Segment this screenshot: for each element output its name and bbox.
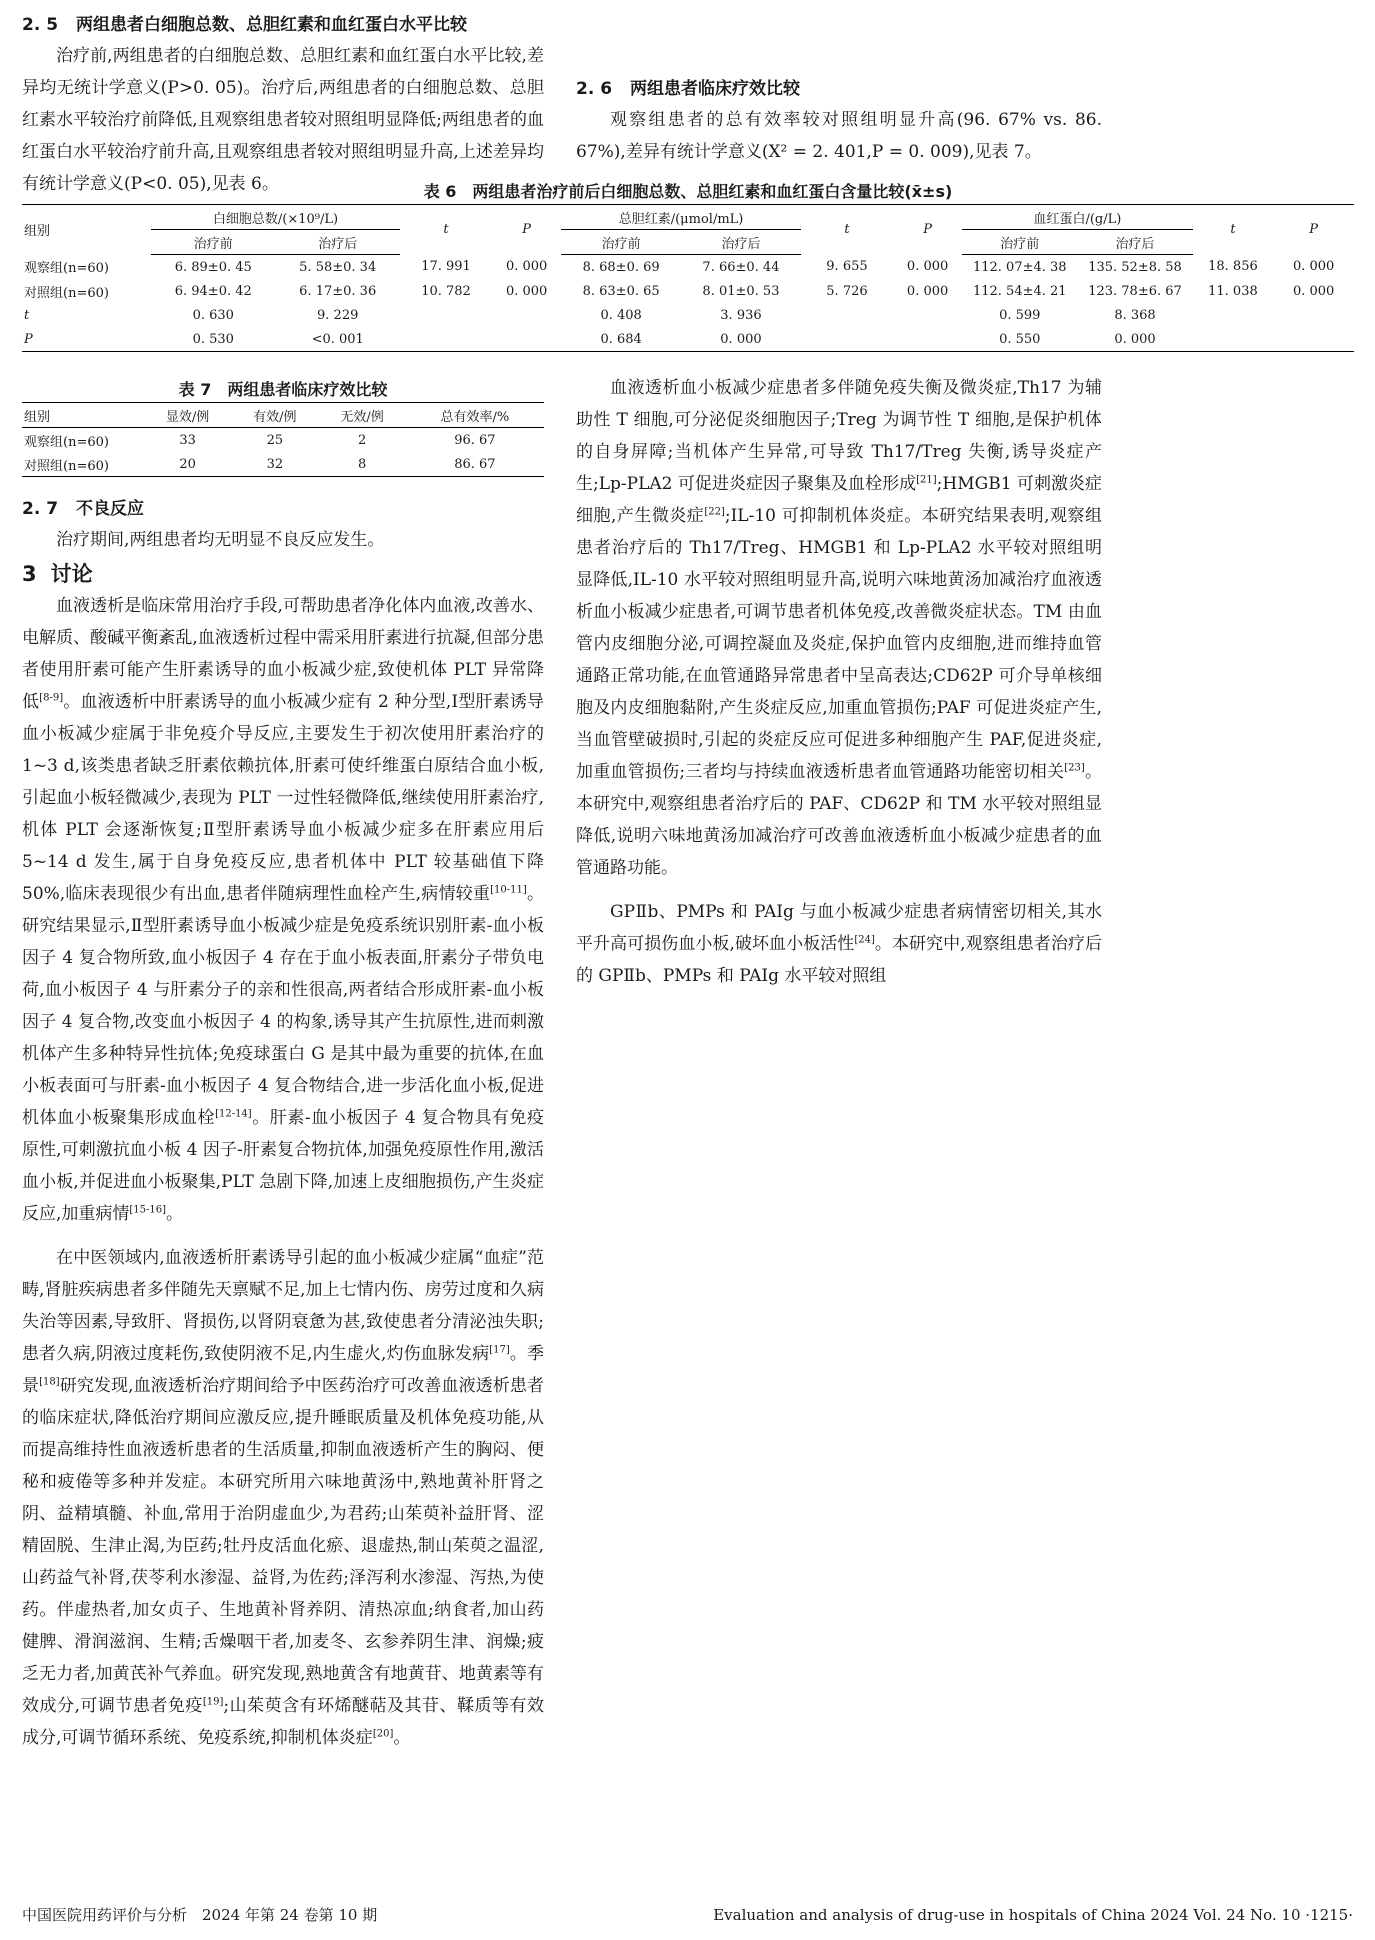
table-cell: 11. 038	[1208, 283, 1258, 299]
table-cell: 112. 07±4. 38	[972, 259, 1067, 275]
header-p: P	[492, 205, 561, 255]
cell-group: t	[24, 307, 30, 323]
citation: [20]	[372, 1728, 394, 1740]
table-cell	[492, 327, 561, 352]
discussion-paragraph-1	[22, 590, 544, 1230]
citation: [23]	[1064, 762, 1085, 774]
table-cell: 0. 599	[999, 307, 1041, 323]
table-row	[22, 255, 1354, 280]
discussion-paragraph-4	[576, 896, 1102, 992]
table-cell	[893, 327, 962, 352]
table-header-row	[22, 205, 1354, 230]
table-7	[22, 378, 544, 477]
section-number: 3	[22, 562, 37, 586]
section-2-7-paragraph: 治疗期间,两组患者均无明显不良反应发生。	[56, 530, 385, 550]
header-before: 治疗前	[561, 230, 681, 255]
header-before: 治疗前	[962, 230, 1077, 255]
header-p: P	[1273, 205, 1354, 255]
section-2-6-paragraph: 观察组患者的总有效率较对照组明显升高(96. 67% vs. 86. 67%),差异有统计学意义(X² = 2. 401,P = 0. 009),见表 7。	[576, 110, 1102, 162]
table-cell: 0. 000	[681, 327, 801, 352]
table-cell: 123. 78±6. 67	[1088, 283, 1182, 299]
left-column-top	[22, 10, 544, 194]
header-after: 治疗后	[1077, 230, 1192, 255]
section-2-5-paragraph: 治疗前,两组患者的白细胞总数、总胆红素和血红蛋白水平比较,差异均无统计学意义(P>0. 05)。治疗后,两组患者的白细胞总数、总胆红素水平较治疗前降低,且观察组患者较对照组明显降低;两组患者的血红蛋白水平较治疗前升高,且观察组患者较对照组明显升高,上述差异均有统计学意义(P<0. 05),见表 6。	[22, 46, 544, 194]
table-cell	[1273, 303, 1354, 327]
section-number: 2. 7	[22, 499, 59, 519]
section-title: 两组患者临床疗效比较	[630, 79, 801, 99]
table-cell	[1193, 303, 1274, 327]
header-before: 治疗前	[151, 230, 275, 255]
citation: [15-16]	[129, 1204, 167, 1216]
table-cell: 0. 000	[1292, 283, 1335, 299]
header-after: 治疗后	[681, 230, 801, 255]
text-run: GPⅡb、PMPs 和 PAIg 与血小板减少症患者病情密切相关,其水平升高可损伤血小板,破坏血小板活性	[576, 902, 1102, 954]
table-cell: 8. 63±0. 65	[582, 283, 660, 299]
table-cell	[893, 303, 962, 327]
table-cell: 0. 530	[151, 327, 275, 352]
left-column-lower	[22, 494, 544, 1754]
table-cell	[400, 327, 492, 352]
right-column-top	[576, 10, 1102, 168]
table-7-grid	[22, 402, 544, 477]
table-cell: 8	[319, 452, 406, 477]
text-run: ;HMGB1 可刺激炎症细胞,产生微炎症	[576, 474, 1102, 526]
table-cell: 0. 000	[906, 259, 949, 275]
discussion-paragraph-2	[22, 1242, 544, 1754]
header-cell: 组别	[22, 403, 144, 428]
table-row	[22, 279, 1354, 303]
header-after: 治疗后	[275, 230, 399, 255]
section-number: 2. 6	[576, 79, 613, 99]
header-p: P	[893, 205, 962, 255]
table-cell: 33	[179, 432, 196, 448]
header-group: 组别	[22, 205, 151, 255]
citation: [24]	[854, 934, 875, 946]
table-header-row	[22, 403, 544, 428]
header-cell: 总有效率/%	[406, 403, 544, 428]
continuation-space	[576, 10, 1102, 74]
table-cell: 7. 66±0. 44	[702, 259, 780, 275]
table-cell: 10. 782	[421, 283, 471, 299]
table-row	[22, 428, 544, 453]
table-cell	[801, 303, 893, 327]
section-2-7-heading	[22, 494, 544, 524]
header-t: t	[1193, 205, 1274, 255]
table-cell: 0. 000	[505, 283, 548, 299]
header-cell: 无效/例	[319, 403, 406, 428]
text-run: 研究发现,血液透析治疗期间给予中医药治疗可改善血液透析患者的临床症状,降低治疗期间应激反应,提升睡眠质量及机体免疫功能,从而提高维持性血液透析患者的生活质量,抑制血液透析产生的胸闷、便秘和疲倦等多种并发症。本研究所用六味地黄汤中,熟地黄补肝肾之阴、益精填髓、补血,常用于治阴虚血少,为君药;山茱萸补益肝肾、涩精固脱、生津止渴,为臣药;牡丹皮活血化瘀、退虚热,制山茱萸之温涩,山药益气补肾,茯苓利水渗湿、益肾,为佐药;泽泻利水渗湿、泻热,为使药。伴虚热者,加女贞子、生地黄补肾养阴、清热凉血;纳食者,加山药健脾、滑润滋润、生精;舌燥咽干者,加麦冬、玄参养阴生津、润燥;疲乏无力者,加黄芪补气养血。研究发现,熟地黄含有地黄苷、地黄素等有效成分,可调节患者免疫	[22, 1376, 545, 1716]
header-wbc: 白细胞总数/(×10⁹/L)	[151, 205, 400, 230]
table-cell: <0. 001	[275, 327, 399, 352]
table-cell: 20	[144, 452, 231, 477]
discussion-paragraph-3	[576, 372, 1102, 884]
section-title: 不良反应	[76, 499, 145, 519]
text-run: 。季景	[22, 1344, 544, 1396]
section-number: 2. 5	[22, 15, 59, 35]
table-cell	[801, 327, 893, 352]
header-hb: 血红蛋白/(g/L)	[962, 205, 1192, 230]
table-cell: 5. 726	[826, 283, 868, 299]
table-cell: 2	[357, 432, 367, 448]
text-run: 。肝素-血小板因子 4 复合物具有免疫原性,可刺激抗血小板 4 因子-肝素复合物抗体,加强免疫原性作用,激活血小板,并促进血小板聚集,PLT 急剧下降,加速上皮细胞损伤,产生炎症反应,加重病情	[22, 1108, 544, 1224]
table-7-caption: 表 7 两组患者临床疗效比较	[178, 380, 388, 399]
table-cell: 18. 856	[1208, 259, 1258, 275]
table-cell: 对照组(n=60)	[22, 452, 144, 477]
table-cell: 8. 68±0. 69	[582, 259, 660, 275]
text-run: ;山茱萸含有环烯醚萜及其苷、鞣质等有效成分,可调节循环系统、免疫系统,抑制机体炎症	[22, 1696, 544, 1748]
citation: [19]	[202, 1696, 224, 1708]
citation: [21]	[916, 474, 937, 486]
text-run: 。本研究中,观察组患者治疗后的 GPⅡb、PMPs 和 PAIg 水平较对照组	[576, 934, 1102, 986]
text-run: 血液透析是临床常用治疗手段,可帮助患者净化体内血液,改善水、电解质、酸碱平衡紊乱,血液透析过程中需采用肝素进行抗凝,但部分患者使用肝素可能产生肝素诱导的血小板减少症,致使机体 PLT 异常降低	[22, 596, 544, 712]
header-cell: 显效/例	[144, 403, 231, 428]
table-6-caption: 表 6 两组患者治疗前后白细胞总数、总胆红素和血红蛋白含量比较(x̄±s)	[423, 182, 953, 201]
citation: [10-11]	[490, 884, 527, 896]
table-cell: 8. 01±0. 53	[702, 283, 780, 299]
header-tbil: 总胆红素/(μmol/mL)	[561, 205, 801, 230]
table-cell: 0. 000	[1292, 259, 1335, 275]
table-cell: 9. 229	[317, 307, 359, 323]
table-cell: 5. 58±0. 34	[299, 259, 377, 275]
table-6-grid	[22, 204, 1354, 352]
right-column-lower	[576, 372, 1102, 992]
table-cell: 0. 000	[906, 283, 949, 299]
table-cell: 0. 550	[962, 327, 1077, 352]
table-row	[22, 303, 1354, 327]
table-cell: 96. 67	[454, 432, 496, 448]
table-subheader-row	[22, 230, 1354, 255]
cell-group: 观察组(n=60)	[24, 261, 109, 277]
text-run: 。本研究中,观察组患者治疗后的 PAF、CD62P 和 TM 水平较对照组显降低,说明六味地黄汤加减治疗可改善血液透析血小板减少症患者的血管通路功能。	[576, 762, 1103, 878]
text-run: 。	[166, 1204, 184, 1224]
table-cell: 135. 52±8. 58	[1088, 259, 1182, 275]
section-2-5-heading	[22, 10, 544, 40]
text-run: 血液透析血小板减少症患者多伴随免疫失衡及微炎症,Th17 为辅助性 T 细胞,可分泌促炎细胞因子;Treg 为调节性 T 细胞,是保护机体的自身屏障;当机体产生异常,可导致 Th17/Treg 失衡,诱导炎症产生;Lp-PLA2 可促进炎症因子聚集及血栓形成	[576, 378, 1102, 494]
text-run: ;IL-10 可抑制机体炎症。本研究结果表明,观察组患者治疗后的 Th17/Treg、HMGB1 和 Lp-PLA2 水平较对照组明显降低,IL-10 水平较对照组明显升高,说明六味地黄汤加减治疗血液透析血小板减少症患者,可调节患者机体免疫,改善微炎症状态。TM 由血管内皮细胞分泌,可调控凝血及炎症,保护血管内皮细胞,进而维持血管通路正常功能,在血管通路异常患者中呈高表达;CD62P 可介导单核细胞及内皮细胞黏附,产生炎症反应,加重血管损伤;PAF 可促进炎症产生,当血管壁破损时,引起的炎症反应可促进多种细胞产生 PAF,促进炎症,加重血管损伤;三者均与持续血液透析患者血管通路功能密切相关	[576, 506, 1103, 782]
table-cell: 17. 991	[421, 259, 471, 275]
text-run: 。研究结果显示,Ⅱ型肝素诱导血小板减少症是免疫系统识别肝素-血小板因子 4 复合物所致,血小板因子 4 存在于血小板表面,肝素分子带负电荷,血小板因子 4 与肝素分子的亲和性很高,两者结合形成肝素-血小板因子 4 复合物,改变血小板因子 4 的构象,诱导其产生抗原性,进而刺激机体产生多种特异性抗体;免疫球蛋白 G 是其中最为重要的抗体,在血小板表面可与肝素-血小板因子 4 复合物结合,进一步活化血小板,促进机体血小板聚集形成血栓	[22, 884, 545, 1128]
table-cell: 6. 94±0. 42	[174, 283, 252, 299]
table-cell	[400, 303, 492, 327]
cell-group: 对照组(n=60)	[24, 285, 109, 301]
table-cell: 86. 67	[406, 452, 544, 477]
table-cell: 观察组(n=60)	[24, 434, 109, 450]
table-cell: 8. 368	[1114, 307, 1156, 323]
cell-group: P	[22, 327, 151, 352]
text-run: 。血液透析中肝素诱导的血小板减少症有 2 种分型,Ⅰ型肝素诱导血小板减少症属于非免疫介导反应,主要发生于初次使用肝素治疗的 1~3 d,该类患者缺乏肝素依赖抗体,肝素可使纤维蛋白原结合血小板,引起血小板轻微减少,表现为 PLT 一过性轻微降低,继续使用肝素治疗,机体 PLT 会逐渐恢复;Ⅱ型肝素诱导血小板减少症多在肝素应用后 5~14 d 发生,属于自身免疫反应,患者机体中 PLT 较基础值下降 50%,临床表现很少有出血,患者伴随病理性血栓产生,病情较重	[22, 692, 545, 904]
citation: [18]	[39, 1376, 60, 1388]
table-cell: 3. 936	[720, 307, 762, 323]
section-title: 讨论	[50, 562, 93, 586]
table-6	[22, 180, 1354, 352]
table-cell: 0. 408	[600, 307, 642, 323]
header-cell: 有效/例	[231, 403, 318, 428]
footer-right: Evaluation and analysis of drug-use in hospitals of China 2024 Vol. 24 No. 10 ·1215·	[713, 1906, 1353, 1924]
table-cell	[1273, 327, 1354, 352]
table-cell: 0. 630	[192, 307, 234, 323]
table-cell: 25	[266, 432, 284, 448]
citation: [12-14]	[215, 1108, 252, 1120]
section-title: 两组患者白细胞总数、总胆红素和血红蛋白水平比较	[76, 15, 468, 35]
header-t: t	[400, 205, 492, 255]
citation: [8-9]	[39, 692, 64, 704]
citation: [22]	[704, 506, 725, 518]
table-cell: 9. 655	[826, 259, 868, 275]
table-cell: 0. 000	[505, 259, 548, 275]
table-cell: 32	[231, 452, 318, 477]
footer-left: 中国医院用药评价与分析 2024 年第 24 卷第 10 期	[22, 1906, 378, 1924]
section-2-6-heading	[576, 74, 1102, 104]
table-cell	[1193, 327, 1274, 352]
table-cell: 6. 89±0. 45	[174, 259, 252, 275]
header-t: t	[801, 205, 893, 255]
section-3-heading	[22, 558, 544, 590]
table-cell: 0. 684	[561, 327, 681, 352]
table-row	[22, 452, 544, 477]
table-cell	[492, 303, 561, 327]
table-cell: 0. 000	[1077, 327, 1192, 352]
table-row	[22, 327, 1354, 352]
text-run: 。	[393, 1728, 411, 1748]
table-cell: 112. 54±4. 21	[972, 283, 1067, 299]
citation: [17]	[489, 1344, 510, 1356]
text-run: 在中医领域内,血液透析肝素诱导引起的血小板减少症属“血症”范畴,肾脏疾病患者多伴随先天禀赋不足,加上七情内伤、房劳过度和久病失治等因素,导致肝、肾损伤,以肾阴衰惫为甚,致使患者分清泌浊失职;患者久病,阴液过度耗伤,致使阴液不足,内生虚火,灼伤血脉发病	[22, 1248, 544, 1364]
table-cell: 6. 17±0. 36	[299, 283, 377, 299]
